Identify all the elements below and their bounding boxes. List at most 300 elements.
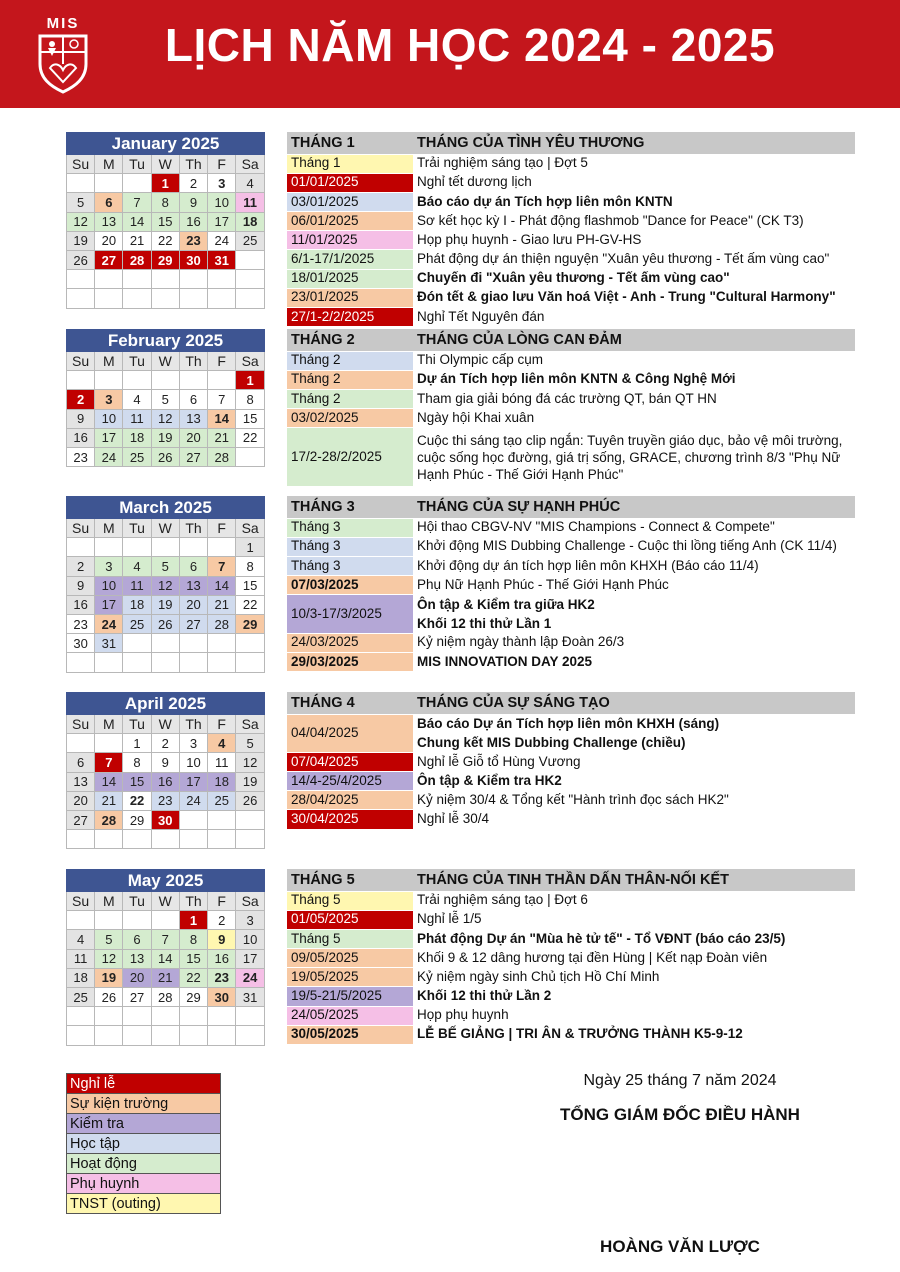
week-row xyxy=(67,1026,265,1045)
month-theme-row xyxy=(287,869,855,891)
event-description: Báo cáo dự án Tích hợp liên môn KNTN xyxy=(417,193,673,209)
day-cell: 4 xyxy=(123,557,151,576)
event-description: Nghỉ lễ 1/5 xyxy=(417,911,482,927)
weekday-label: Tu xyxy=(123,519,151,538)
event-row xyxy=(287,389,855,408)
day-cell: 9 xyxy=(67,409,95,428)
day-cell xyxy=(151,1026,179,1045)
day-cell: 18 xyxy=(67,968,95,987)
day-cell: 7 xyxy=(208,390,236,409)
weekday-label: Su xyxy=(67,519,95,538)
day-cell: 10 xyxy=(208,193,236,212)
event-date: Tháng 2 xyxy=(287,389,413,408)
event-row xyxy=(287,192,855,211)
weekday-header-row xyxy=(67,892,265,911)
event-date: 01/01/2025 xyxy=(287,173,413,192)
weekday-label: F xyxy=(208,352,236,371)
day-cell xyxy=(151,371,179,390)
month-theme: THÁNG CỦA TINH THẦN DẤN THÂN-NỐI KẾT xyxy=(413,869,855,891)
event-row xyxy=(287,772,855,791)
svg-text:MIS: MIS xyxy=(46,15,80,32)
day-cell xyxy=(208,1007,236,1026)
week-row xyxy=(67,753,265,772)
day-cell: 24 xyxy=(95,614,123,633)
day-cell xyxy=(67,653,95,672)
day-cell: 5 xyxy=(67,193,95,212)
event-description xyxy=(413,595,855,633)
weekday-label: F xyxy=(208,892,236,911)
week-row xyxy=(67,968,265,987)
event-description: Khối 12 thi thử Lần 2 xyxy=(417,988,552,1004)
day-cell xyxy=(208,1026,236,1045)
day-cell: 5 xyxy=(151,390,179,409)
day-cell xyxy=(179,1026,207,1045)
day-cell: 23 xyxy=(151,791,179,810)
event-row xyxy=(287,212,855,231)
day-cell xyxy=(123,1026,151,1045)
event-row xyxy=(287,968,855,987)
weekday-label: Sa xyxy=(236,519,265,538)
event-date: 24/05/2025 xyxy=(287,1006,413,1025)
day-cell xyxy=(179,289,207,308)
event-date: 17/2-28/2/2025 xyxy=(287,428,413,487)
page-title: LỊCH NĂM HỌC 2024 - 2025 xyxy=(164,19,776,71)
day-cell: 23 xyxy=(67,614,95,633)
month-events-table xyxy=(287,132,855,327)
day-cell: 19 xyxy=(236,772,265,791)
event-description: Cuộc thi sáng tạo clip ngắn: Tuyên truyền giáo dục, bảo vệ môi trường, cuộc sống học đường, giá trị sống, GRACE, chương trình 8/3 "Phụ Nữ Hạnh Phúc - Thế Giới Hạnh Phúc" xyxy=(417,432,843,482)
weekday-header-row xyxy=(67,715,265,734)
event-description: Tham gia giải bóng đá các trường QT, bán QT HN xyxy=(417,390,717,406)
month-theme: THÁNG CỦA SỰ HẠNH PHÚC xyxy=(413,496,855,518)
week-row xyxy=(67,1007,265,1026)
day-cell: 27 xyxy=(123,987,151,1006)
day-cell: 16 xyxy=(151,772,179,791)
day-cell: 3 xyxy=(95,557,123,576)
event-description: Thi Olympic cấp cụm xyxy=(417,352,544,368)
weekday-label: Sa xyxy=(236,892,265,911)
day-cell: 8 xyxy=(236,557,265,576)
event-description: Khối 9 & 12 dâng hương tại đền Hùng | Kết nạp Đoàn viên xyxy=(417,949,768,965)
day-cell xyxy=(67,538,95,557)
day-cell: 20 xyxy=(179,428,207,447)
day-cell: 23 xyxy=(179,231,207,250)
day-cell: 18 xyxy=(123,595,151,614)
day-cell xyxy=(236,810,265,829)
event-description: Nghỉ lễ Giỗ tổ Hùng Vương xyxy=(417,753,581,769)
day-cell: 18 xyxy=(123,428,151,447)
day-cell xyxy=(123,634,151,653)
day-cell xyxy=(67,371,95,390)
weekday-label: M xyxy=(95,715,123,734)
day-cell: 29 xyxy=(123,810,151,829)
month-header-row xyxy=(67,693,265,715)
day-cell: 11 xyxy=(123,409,151,428)
day-cell: 19 xyxy=(151,428,179,447)
weekday-header-row xyxy=(67,519,265,538)
day-cell xyxy=(123,538,151,557)
event-description: Nghỉ Tết Nguyên đán xyxy=(417,308,545,324)
day-cell: 15 xyxy=(151,212,179,231)
event-row xyxy=(287,231,855,250)
day-cell: 16 xyxy=(179,212,207,231)
day-cell: 1 xyxy=(179,911,207,930)
day-cell: 25 xyxy=(67,987,95,1006)
day-cell xyxy=(208,653,236,672)
day-cell xyxy=(236,289,265,308)
weekday-label: Th xyxy=(179,715,207,734)
day-cell: 24 xyxy=(95,447,123,466)
weekday-label: Su xyxy=(67,155,95,174)
event-row xyxy=(287,250,855,269)
event-description: Đón tết & giao lưu Văn hoá Việt - Anh - Trung "Cultural Harmony" xyxy=(417,289,836,305)
day-cell xyxy=(179,371,207,390)
month-events-table xyxy=(287,692,855,830)
event-date: Tháng 3 xyxy=(287,518,413,537)
day-cell xyxy=(179,634,207,653)
legend-row xyxy=(67,1154,221,1174)
weekday-label: Tu xyxy=(123,352,151,371)
legend-item: Kiểm tra xyxy=(67,1114,221,1134)
day-cell: 9 xyxy=(179,193,207,212)
day-cell: 29 xyxy=(236,614,265,633)
day-cell xyxy=(151,911,179,930)
day-cell xyxy=(179,270,207,289)
day-cell: 11 xyxy=(236,193,265,212)
event-date: 24/03/2025 xyxy=(287,633,413,652)
day-cell: 25 xyxy=(123,447,151,466)
month-events-table xyxy=(287,496,855,672)
day-cell: 2 xyxy=(151,734,179,753)
event-row xyxy=(287,308,855,327)
weekday-label: Su xyxy=(67,892,95,911)
day-cell: 21 xyxy=(123,231,151,250)
month-events-table xyxy=(287,869,855,1045)
weekday-header-row xyxy=(67,352,265,371)
day-cell xyxy=(151,270,179,289)
day-cell: 19 xyxy=(95,968,123,987)
week-row xyxy=(67,371,265,390)
day-cell: 6 xyxy=(179,390,207,409)
event-row xyxy=(287,791,855,810)
weekday-label: Tu xyxy=(123,155,151,174)
event-line: Báo cáo Dự án Tích hợp liên môn KHXH (sáng) xyxy=(417,716,720,731)
day-cell: 7 xyxy=(151,930,179,949)
day-cell: 27 xyxy=(179,447,207,466)
event-description: Trải nghiệm sáng tạo | Đợt 6 xyxy=(417,892,588,908)
event-row xyxy=(287,987,855,1006)
month-title: January 2025 xyxy=(67,133,265,155)
weekday-label: Th xyxy=(179,155,207,174)
day-cell: 2 xyxy=(208,911,236,930)
day-cell xyxy=(179,1007,207,1026)
legend-item: Nghỉ lễ xyxy=(67,1074,221,1094)
event-date: 09/05/2025 xyxy=(287,949,413,968)
day-cell: 22 xyxy=(123,791,151,810)
day-cell: 12 xyxy=(236,753,265,772)
day-cell: 15 xyxy=(236,409,265,428)
day-cell: 14 xyxy=(95,772,123,791)
day-cell: 14 xyxy=(208,576,236,595)
day-cell: 9 xyxy=(151,753,179,772)
month-title: May 2025 xyxy=(67,870,265,892)
day-cell: 16 xyxy=(67,428,95,447)
day-cell xyxy=(208,289,236,308)
event-date: 07/03/2025 xyxy=(287,576,413,595)
day-cell: 28 xyxy=(151,987,179,1006)
weekday-label: Tu xyxy=(123,892,151,911)
event-date: 07/04/2025 xyxy=(287,752,413,771)
event-description: Họp phụ huynh - Giao lưu PH-GV-HS xyxy=(417,231,642,247)
event-date: Tháng 3 xyxy=(287,556,413,575)
day-cell: 19 xyxy=(151,595,179,614)
day-cell: 18 xyxy=(236,212,265,231)
event-row xyxy=(287,633,855,652)
week-row xyxy=(67,428,265,447)
day-cell: 20 xyxy=(179,595,207,614)
day-cell: 28 xyxy=(208,447,236,466)
day-cell: 21 xyxy=(208,428,236,447)
event-row xyxy=(287,556,855,575)
event-description: Kỷ niệm 30/4 & Tổng kết "Hành trình đọc sách HK2" xyxy=(417,791,729,807)
day-cell: 12 xyxy=(95,949,123,968)
day-cell: 1 xyxy=(151,174,179,193)
event-date: Tháng 5 xyxy=(287,929,413,948)
day-cell: 5 xyxy=(95,930,123,949)
event-row xyxy=(287,154,855,173)
day-cell xyxy=(95,911,123,930)
day-cell: 17 xyxy=(179,772,207,791)
event-row xyxy=(287,752,855,771)
legend-item: Hoạt động xyxy=(67,1154,221,1174)
day-cell xyxy=(123,830,151,849)
event-description: Kỷ niệm ngày sinh Chủ tịch Hồ Chí Minh xyxy=(417,968,660,984)
signature-date: Ngày 25 tháng 7 năm 2024 xyxy=(583,1072,777,1089)
day-cell xyxy=(236,447,265,466)
week-row xyxy=(67,557,265,576)
month-theme-row xyxy=(287,132,855,154)
day-cell: 17 xyxy=(236,949,265,968)
month-label: THÁNG 2 xyxy=(287,329,413,351)
event-description: Kỷ niệm ngày thành lập Đoàn 26/3 xyxy=(417,634,625,650)
event-row xyxy=(287,595,855,633)
weekday-label: W xyxy=(151,715,179,734)
month-calendar xyxy=(66,496,265,673)
day-cell: 15 xyxy=(179,949,207,968)
day-cell: 23 xyxy=(208,968,236,987)
day-cell: 1 xyxy=(236,538,265,557)
event-row xyxy=(287,891,855,910)
event-description xyxy=(413,714,855,752)
weekday-header-row xyxy=(67,155,265,174)
week-row xyxy=(67,949,265,968)
legend-item: Phụ huynh xyxy=(67,1174,221,1194)
day-cell: 3 xyxy=(179,734,207,753)
month-calendar xyxy=(66,692,265,849)
week-row xyxy=(67,653,265,672)
day-cell xyxy=(236,830,265,849)
day-cell: 12 xyxy=(67,212,95,231)
day-cell: 2 xyxy=(67,390,95,409)
event-date: 03/01/2025 xyxy=(287,192,413,211)
day-cell xyxy=(95,289,123,308)
month-theme-row xyxy=(287,692,855,714)
event-description: Hội thao CBGV-NV "MIS Champions - Connect & Compete" xyxy=(417,519,775,535)
day-cell xyxy=(123,270,151,289)
day-cell: 26 xyxy=(236,791,265,810)
event-date: 10/3-17/3/2025 xyxy=(287,595,413,633)
day-cell: 13 xyxy=(67,772,95,791)
signature-role: TỔNG GIÁM ĐỐC ĐIỀU HÀNH xyxy=(560,1105,800,1124)
day-cell xyxy=(236,270,265,289)
day-cell xyxy=(208,538,236,557)
month-events-table xyxy=(287,329,855,487)
event-date: Tháng 5 xyxy=(287,891,413,910)
event-row xyxy=(287,409,855,428)
event-date: 6/1-17/1/2025 xyxy=(287,250,413,269)
week-row xyxy=(67,830,265,849)
day-cell: 24 xyxy=(208,231,236,250)
day-cell: 21 xyxy=(208,595,236,614)
day-cell: 4 xyxy=(67,930,95,949)
day-cell xyxy=(95,1026,123,1045)
event-description: Phụ Nữ Hạnh Phúc - Thế Giới Hạnh Phúc xyxy=(417,576,669,592)
day-cell xyxy=(67,734,95,753)
day-cell: 2 xyxy=(67,557,95,576)
event-description: Sơ kết học kỳ I - Phát động flashmob "Dance for Peace" (CK T3) xyxy=(417,212,804,228)
day-cell: 25 xyxy=(236,231,265,250)
event-row xyxy=(287,518,855,537)
day-cell xyxy=(151,1007,179,1026)
day-cell: 10 xyxy=(236,930,265,949)
month-label: THÁNG 1 xyxy=(287,132,413,154)
day-cell: 26 xyxy=(67,250,95,269)
weekday-label: W xyxy=(151,892,179,911)
day-cell xyxy=(179,810,207,829)
event-row xyxy=(287,173,855,192)
day-cell xyxy=(151,830,179,849)
event-description: Phát động dự án thiện nguyện "Xuân yêu thương - Tết ấm vùng cao" xyxy=(417,251,830,267)
day-cell xyxy=(95,270,123,289)
event-row xyxy=(287,576,855,595)
event-description: Chuyến đi "Xuân yêu thương - Tết ấm vùng cao" xyxy=(417,270,730,286)
event-description: Khởi động MIS Dubbing Challenge - Cuộc thi lồng tiếng Anh (CK 11/4) xyxy=(417,538,837,554)
month-title: April 2025 xyxy=(67,693,265,715)
event-date: 03/02/2025 xyxy=(287,409,413,428)
day-cell: 21 xyxy=(151,968,179,987)
day-cell: 5 xyxy=(236,734,265,753)
day-cell xyxy=(67,830,95,849)
day-cell xyxy=(208,634,236,653)
day-cell: 17 xyxy=(95,428,123,447)
event-description: Phát động Dự án "Mùa hè tử tế" - Tổ VĐNT (báo cáo 23/5) xyxy=(417,930,786,946)
event-row xyxy=(287,1025,855,1044)
legend-row xyxy=(67,1134,221,1154)
day-cell xyxy=(95,371,123,390)
day-cell: 17 xyxy=(208,212,236,231)
day-cell xyxy=(236,653,265,672)
day-cell: 4 xyxy=(123,390,151,409)
week-row xyxy=(67,390,265,409)
week-row xyxy=(67,409,265,428)
day-cell: 20 xyxy=(95,231,123,250)
month-header-row xyxy=(67,330,265,352)
day-cell: 14 xyxy=(208,409,236,428)
day-cell: 4 xyxy=(208,734,236,753)
day-cell: 14 xyxy=(123,212,151,231)
event-row xyxy=(287,929,855,948)
day-cell: 28 xyxy=(95,810,123,829)
day-cell: 27 xyxy=(179,614,207,633)
color-legend xyxy=(66,1073,221,1214)
day-cell: 6 xyxy=(179,557,207,576)
month-label: THÁNG 4 xyxy=(287,692,413,714)
day-cell: 8 xyxy=(123,753,151,772)
week-row xyxy=(67,614,265,633)
day-cell: 5 xyxy=(151,557,179,576)
day-cell: 20 xyxy=(67,791,95,810)
weekday-label: M xyxy=(95,155,123,174)
day-cell: 24 xyxy=(179,791,207,810)
week-row xyxy=(67,772,265,791)
signature-name: HOÀNG VĂN LƯỢC xyxy=(600,1237,760,1256)
weekday-label: Th xyxy=(179,519,207,538)
event-row xyxy=(287,652,855,671)
weekday-label: F xyxy=(208,519,236,538)
event-date: 14/4-25/4/2025 xyxy=(287,772,413,791)
event-row xyxy=(287,949,855,968)
day-cell xyxy=(123,174,151,193)
event-description: MIS INNOVATION DAY 2025 xyxy=(417,653,593,669)
day-cell: 30 xyxy=(179,250,207,269)
legend-item: Sự kiện trường xyxy=(67,1094,221,1114)
day-cell: 16 xyxy=(67,595,95,614)
day-cell xyxy=(179,653,207,672)
event-row xyxy=(287,269,855,288)
day-cell: 10 xyxy=(95,576,123,595)
weekday-label: F xyxy=(208,715,236,734)
day-cell: 16 xyxy=(208,949,236,968)
event-date: 11/01/2025 xyxy=(287,231,413,250)
week-row xyxy=(67,250,265,269)
month-header-row xyxy=(67,870,265,892)
event-date: 27/1-2/2/2025 xyxy=(287,308,413,327)
weekday-label: W xyxy=(151,519,179,538)
event-date: Tháng 1 xyxy=(287,154,413,173)
day-cell: 30 xyxy=(151,810,179,829)
day-cell: 11 xyxy=(123,576,151,595)
day-cell xyxy=(123,1007,151,1026)
day-cell xyxy=(151,538,179,557)
day-cell: 9 xyxy=(67,576,95,595)
weekday-label: Su xyxy=(67,715,95,734)
day-cell: 12 xyxy=(151,409,179,428)
day-cell: 3 xyxy=(95,390,123,409)
day-cell: 10 xyxy=(179,753,207,772)
event-date: 28/04/2025 xyxy=(287,791,413,810)
day-cell: 8 xyxy=(151,193,179,212)
day-cell: 24 xyxy=(236,968,265,987)
week-row xyxy=(67,734,265,753)
day-cell xyxy=(151,289,179,308)
week-row xyxy=(67,576,265,595)
day-cell xyxy=(208,810,236,829)
day-cell: 6 xyxy=(67,753,95,772)
event-date: 18/01/2025 xyxy=(287,269,413,288)
event-date: 23/01/2025 xyxy=(287,288,413,307)
month-calendar xyxy=(66,869,265,1046)
day-cell: 27 xyxy=(67,810,95,829)
